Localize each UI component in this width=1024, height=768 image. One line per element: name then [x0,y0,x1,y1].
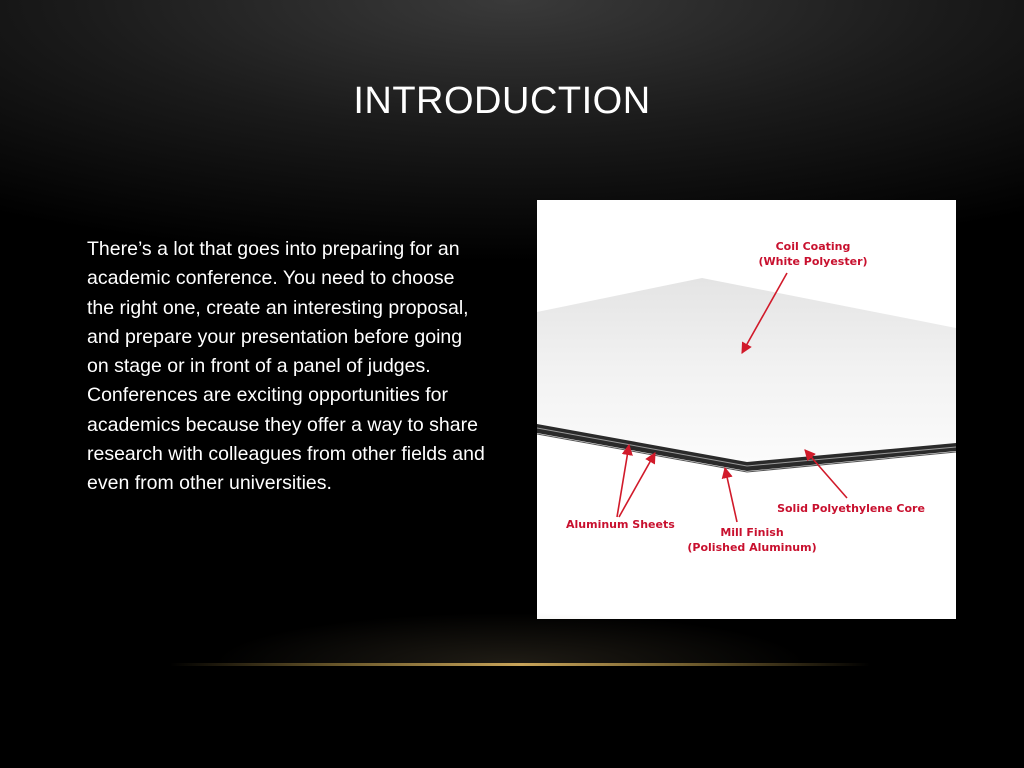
label-white-polyester: (White Polyester) [758,255,868,268]
panel-diagram [537,200,956,619]
arrow-aluminum-sheet-1 [617,445,629,517]
arrow-aluminum-sheet-2 [619,453,655,517]
panel-diagram-image [537,200,956,619]
label-aluminum-sheets: Aluminum Sheets [566,518,675,531]
arrow-mill-finish [725,468,737,522]
label-coil-coating: Coil Coating [775,240,851,253]
slide-title: INTRODUCTION [353,80,651,122]
label-solid-polyethylene-core: Solid Polyethylene Core [777,502,925,515]
floor-glow [140,600,880,664]
body-paragraph: There’s a lot that goes into preparing for an academic conference. You need to choose the right one, create an interesting proposal, and prepare your presentation before going on stage or in front of a panel of judges. Conferences are exciting opportunities for academics because they offer a way to share research with colleagues from other fields and even from other universities. [87,238,485,495]
label-polished-aluminum: (Polished Aluminum) [687,541,817,554]
panel-surface [537,278,956,462]
label-mill-finish: Mill Finish [720,526,784,539]
gold-divider-line [170,663,870,666]
